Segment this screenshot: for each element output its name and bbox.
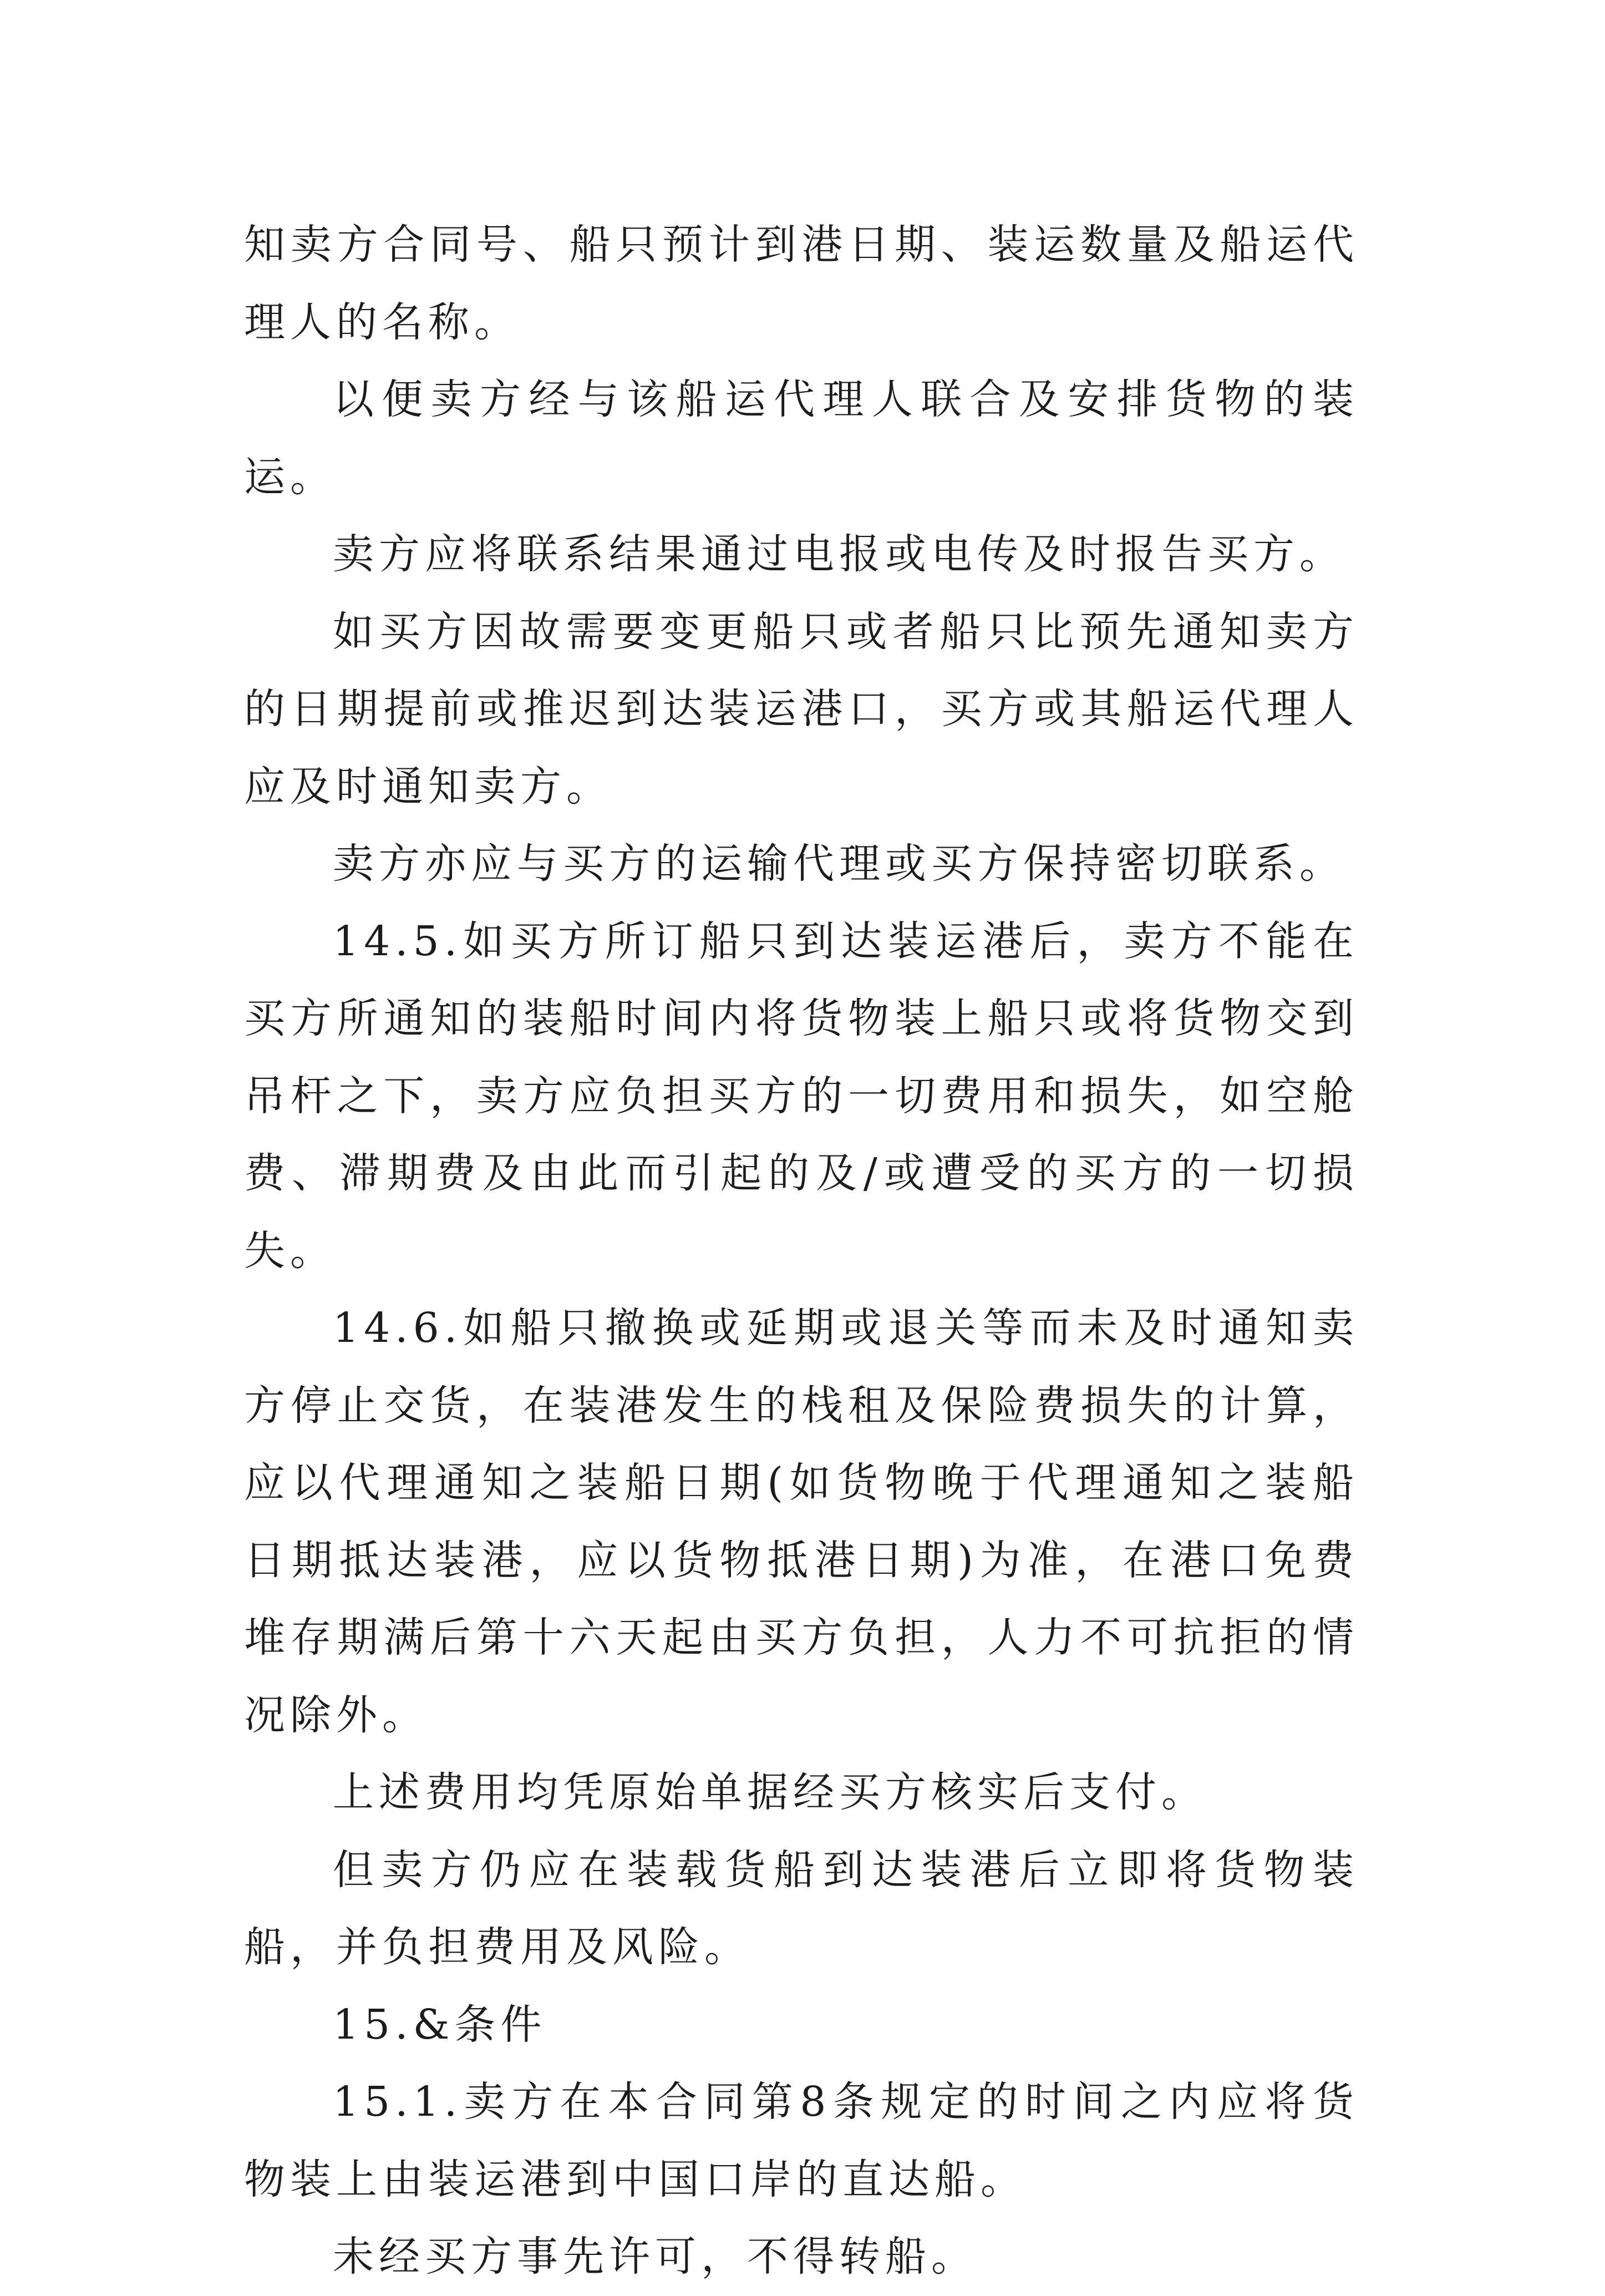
paragraph: 以便卖方经与该船运代理人联合及安排货物的装运。: [244, 376, 1359, 501]
clause-14-6: 14.6.如船只撤换或延期或退关等而未及时通知卖方停止交货，在装港发生的栈租及保险费损失的计算，应以代理通知之装船日期(如货物晚于代理通知之装船日期抵达装港，应以货物抵港日期)为准，在港口免费堆存期满后第十六天起由买方负担，人力不可抗拒的情况除外。: [244, 1304, 1359, 1739]
paragraph: 上述费用均凭原始单据经买方核实后支付。: [333, 1768, 1207, 1816]
section-heading-15: 15.&条件: [333, 2000, 547, 2049]
paragraph-continuation: 知卖方合同号、船只预计到港日期、装运数量及船运代理人的名称。: [244, 221, 1359, 346]
clause-15-1: 15.1.卖方在本合同第8条规定的时间之内应将货物装上由装运港到中国口岸的直达船。: [244, 2078, 1359, 2203]
document-body: [244, 206, 1359, 2296]
paragraph: 未经买方事先许可，不得转船。: [333, 2233, 977, 2280]
paragraph: 卖方亦应与买方的运输代理或买方保持密切联系。: [333, 840, 1345, 888]
clause-14-5: 14.5.如买方所订船只到达装运港后，卖方不能在买方所通知的装船时间内将货物装上船只或将货物交到吊杆之下，卖方应负担买方的一切费用和损失，如空舱费、滞期费及由此而引起的及/或遭受的买方的一切损失。: [244, 917, 1359, 1275]
paragraph: 但卖方仍应在装载货船到达装港后立即将货物装船，并负担费用及风险。: [244, 1846, 1359, 1971]
paragraph: 如买方因故需要变更船只或者船只比预先通知卖方的日期提前或推迟到达装运港口，买方或其船运代理人应及时通知卖方。: [244, 607, 1359, 810]
paragraph: 卖方应将联系结果通过电报或电传及时报告买方。: [333, 530, 1345, 578]
